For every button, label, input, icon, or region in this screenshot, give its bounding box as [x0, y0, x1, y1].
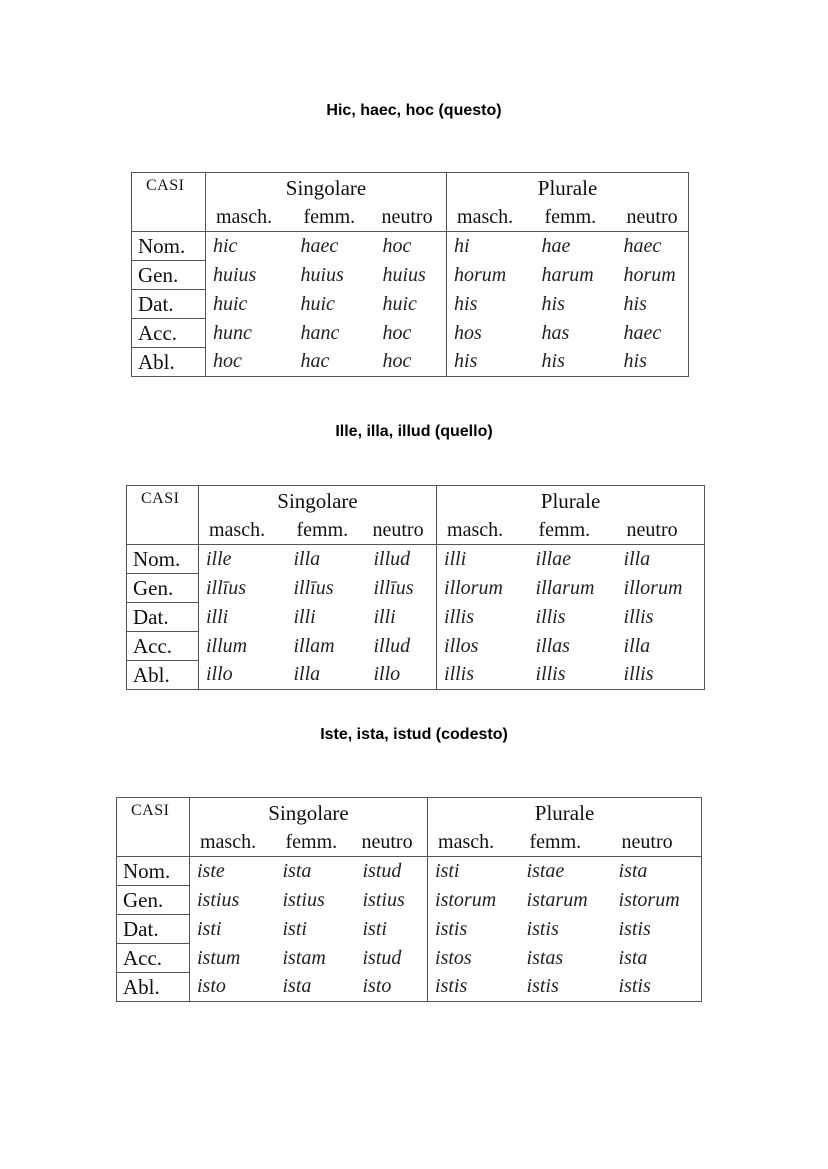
form-cell: istorum — [612, 886, 702, 915]
gender-header: masch. — [206, 203, 294, 232]
case-label: Acc. — [132, 319, 206, 348]
form-cell: illis — [529, 661, 617, 690]
form-cell: illis — [437, 661, 529, 690]
form-cell: illo — [199, 661, 287, 690]
form-cell: his — [541, 292, 565, 315]
case-label: Dat. — [132, 290, 206, 319]
form-cell: huic — [300, 292, 335, 315]
gender-header: neutro — [617, 516, 705, 545]
form-cell: illi — [206, 605, 229, 628]
form-cell: huius — [300, 263, 344, 286]
form-cell: illīus — [293, 576, 334, 599]
form-cell: horum — [617, 261, 689, 290]
declension-table — [126, 485, 705, 690]
case-label: Nom. — [117, 857, 190, 886]
form-cell: haec — [617, 232, 689, 261]
form-cell: illīus — [367, 574, 437, 603]
gender-header: neutro — [367, 516, 437, 545]
form-cell: istius — [197, 888, 240, 911]
form-cell: istius — [356, 886, 428, 915]
casi-header: CASI — [117, 798, 190, 857]
form-cell: isti — [282, 917, 307, 940]
gender-header: masch. — [437, 516, 529, 545]
table-row — [127, 661, 705, 690]
form-cell: hoc — [376, 232, 447, 261]
form-cell: harum — [541, 263, 594, 286]
gender-header: masch. — [447, 203, 535, 232]
plural-header: Plurale — [428, 798, 702, 829]
form-cell: hoc — [376, 319, 447, 348]
form-cell: illud — [367, 545, 437, 574]
form-cell: illae — [535, 547, 572, 570]
form-cell: ista — [612, 944, 702, 973]
form-cell: ille — [206, 547, 232, 570]
plural-header: Plurale — [447, 173, 689, 204]
form-cell: istud — [356, 944, 428, 973]
case-label: Abl. — [132, 348, 206, 377]
form-cell: huius — [213, 263, 257, 286]
table-row — [117, 857, 702, 886]
section-title: Ille, illa, illud (quello) — [335, 423, 493, 440]
form-cell: illa — [617, 632, 705, 661]
form-cell: illorum — [444, 576, 503, 599]
form-cell: illis — [535, 605, 566, 628]
form-cell: hanc — [300, 321, 340, 344]
form-cell: illi — [367, 603, 437, 632]
casi-header: CASI — [132, 173, 206, 232]
declension-table — [116, 797, 702, 1002]
form-cell: his — [454, 292, 478, 315]
form-cell: istis — [612, 915, 702, 944]
form-cell: illi — [444, 547, 467, 570]
form-cell: istud — [356, 857, 428, 886]
form-cell: hoc — [376, 348, 447, 377]
form-cell: istarum — [526, 888, 588, 911]
singular-header: Singolare — [206, 173, 447, 204]
form-cell: istam — [282, 946, 326, 969]
case-label: Dat. — [117, 915, 190, 944]
form-cell: horum — [454, 263, 507, 286]
singular-header: Singolare — [199, 486, 437, 517]
form-cell: illum — [206, 634, 248, 657]
form-cell: isto — [356, 973, 428, 1002]
declension-table — [131, 172, 689, 377]
form-cell: istos — [435, 946, 472, 969]
form-cell: illis — [444, 605, 475, 628]
form-cell: hac — [294, 348, 376, 377]
gender-header: neutro — [376, 203, 447, 232]
form-cell: hos — [454, 321, 482, 344]
form-cell: illis — [617, 603, 705, 632]
table-row — [127, 603, 705, 632]
form-cell: hoc — [206, 348, 294, 377]
case-label: Gen. — [117, 886, 190, 915]
table-row — [127, 632, 705, 661]
form-cell: his — [535, 348, 617, 377]
case-label: Nom. — [127, 545, 199, 574]
gender-header: femm. — [520, 828, 612, 857]
table-row — [132, 261, 689, 290]
gender-header: masch. — [428, 828, 520, 857]
gender-header: femm. — [529, 516, 617, 545]
singular-header: Singolare — [190, 798, 428, 829]
section-title: Iste, ista, istud (codesto) — [320, 726, 508, 743]
form-cell: iste — [197, 859, 225, 882]
form-cell: his — [447, 348, 535, 377]
form-cell: his — [617, 348, 689, 377]
form-cell: huic — [376, 290, 447, 319]
form-cell: has — [541, 321, 570, 344]
gender-header: masch. — [190, 828, 276, 857]
form-cell: illorum — [617, 574, 705, 603]
form-cell: istae — [526, 859, 565, 882]
gender-header: femm. — [276, 828, 356, 857]
table-row — [132, 319, 689, 348]
form-cell: istis — [435, 917, 468, 940]
table-row — [117, 944, 702, 973]
form-cell: illa — [287, 661, 367, 690]
form-cell: his — [617, 290, 689, 319]
form-cell: isti — [197, 917, 222, 940]
form-cell: illa — [617, 545, 705, 574]
form-cell: istorum — [435, 888, 497, 911]
gender-header: femm. — [294, 203, 376, 232]
table-row — [117, 915, 702, 944]
table-row — [132, 290, 689, 319]
case-label: Gen. — [132, 261, 206, 290]
form-cell: hic — [213, 234, 238, 257]
case-label: Abl. — [117, 973, 190, 1002]
form-cell: isto — [190, 973, 276, 1002]
case-label: Acc. — [117, 944, 190, 973]
form-cell: illam — [293, 634, 335, 657]
form-cell: illo — [367, 661, 437, 690]
form-cell: haec — [617, 319, 689, 348]
table-row — [117, 973, 702, 1002]
form-cell: isti — [356, 915, 428, 944]
form-cell: istis — [428, 973, 520, 1002]
table-row — [117, 886, 702, 915]
form-cell: istum — [197, 946, 241, 969]
gender-header: femm. — [535, 203, 617, 232]
case-label: Nom. — [132, 232, 206, 261]
form-cell: ista — [276, 973, 356, 1002]
form-cell: illīus — [206, 576, 247, 599]
table-row — [127, 545, 705, 574]
table-row — [132, 232, 689, 261]
form-cell: istas — [526, 946, 564, 969]
form-cell: istis — [526, 917, 559, 940]
form-cell: huic — [213, 292, 248, 315]
form-cell: illa — [293, 547, 321, 570]
form-cell: ista — [612, 857, 702, 886]
form-cell: illud — [367, 632, 437, 661]
form-cell: illas — [535, 634, 570, 657]
form-cell: huius — [376, 261, 447, 290]
table-row — [127, 574, 705, 603]
casi-header: CASI — [127, 486, 199, 545]
table-row — [132, 348, 689, 377]
form-cell: hae — [541, 234, 571, 257]
form-cell: istius — [282, 888, 325, 911]
case-label: Acc. — [127, 632, 199, 661]
form-cell: ista — [282, 859, 312, 882]
form-cell: haec — [300, 234, 339, 257]
section-title: Hic, haec, hoc (questo) — [326, 102, 502, 119]
case-label: Gen. — [127, 574, 199, 603]
form-cell: istis — [520, 973, 612, 1002]
form-cell: illi — [293, 605, 316, 628]
form-cell: istis — [612, 973, 702, 1002]
case-label: Abl. — [127, 661, 199, 690]
form-cell: isti — [435, 859, 460, 882]
gender-header: masch. — [199, 516, 287, 545]
gender-header: neutro — [617, 203, 689, 232]
gender-header: neutro — [356, 828, 428, 857]
plural-header: Plurale — [437, 486, 705, 517]
form-cell: illarum — [535, 576, 595, 599]
form-cell: illos — [444, 634, 479, 657]
form-cell: hunc — [213, 321, 252, 344]
form-cell: illis — [617, 661, 705, 690]
gender-header: neutro — [612, 828, 702, 857]
case-label: Dat. — [127, 603, 199, 632]
form-cell: hi — [454, 234, 470, 257]
gender-header: femm. — [287, 516, 367, 545]
